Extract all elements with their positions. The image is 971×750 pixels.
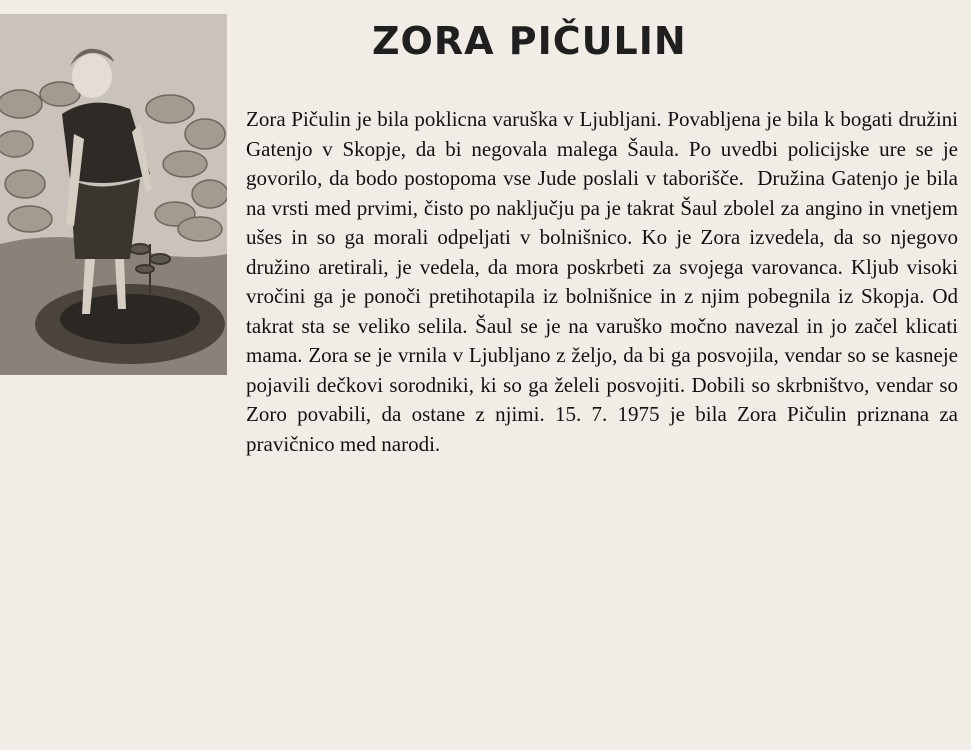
- body-paragraph: Zora Pičulin je bila poklicna varuška v Ljubljani. Povabljena je bila k bogati družini Gatenjo v Skopje, da bi negovala malega Šaula. Po uvedbi policijske ure se je govorilo, da bodo postopoma vse Jude poslali v taborišče. Družina Gatenjo je bila na vrsti med prvimi, čisto po naključju pa je takrat Šaul zbolel za angino in vnetjem ušes in so ga morali odpeljati v bolnišnico. Ko je Zora izvedela, da so njegovo družino aretirali, je vedela, da mora poskrbeti za svojega varovanca. Kljub visoki vročini ga je ponoči pretihotapila iz bolnišnice in z njim pobegnila iz Skopja. Od takrat sta se veliko selila. Šaul se je na varuško močno navezal in jo začel klicati mama. Zora se je vrnila v Ljubljano z željo, da bi ga posvojila, vendar so se kasneje pojavili dečkovi sorodniki, ki so ga želeli posvojiti. Dobili so skrbništvo, vendar so Zoro povabili, da ostane z njimi. 15. 7. 1975 je bila Zora Pičulin priznana za pravičnico med narodi.: [246, 107, 964, 456]
- page-title: ZORA PIČULIN: [372, 19, 687, 63]
- photo-illustration: [0, 14, 227, 375]
- portrait-photo: [0, 14, 227, 375]
